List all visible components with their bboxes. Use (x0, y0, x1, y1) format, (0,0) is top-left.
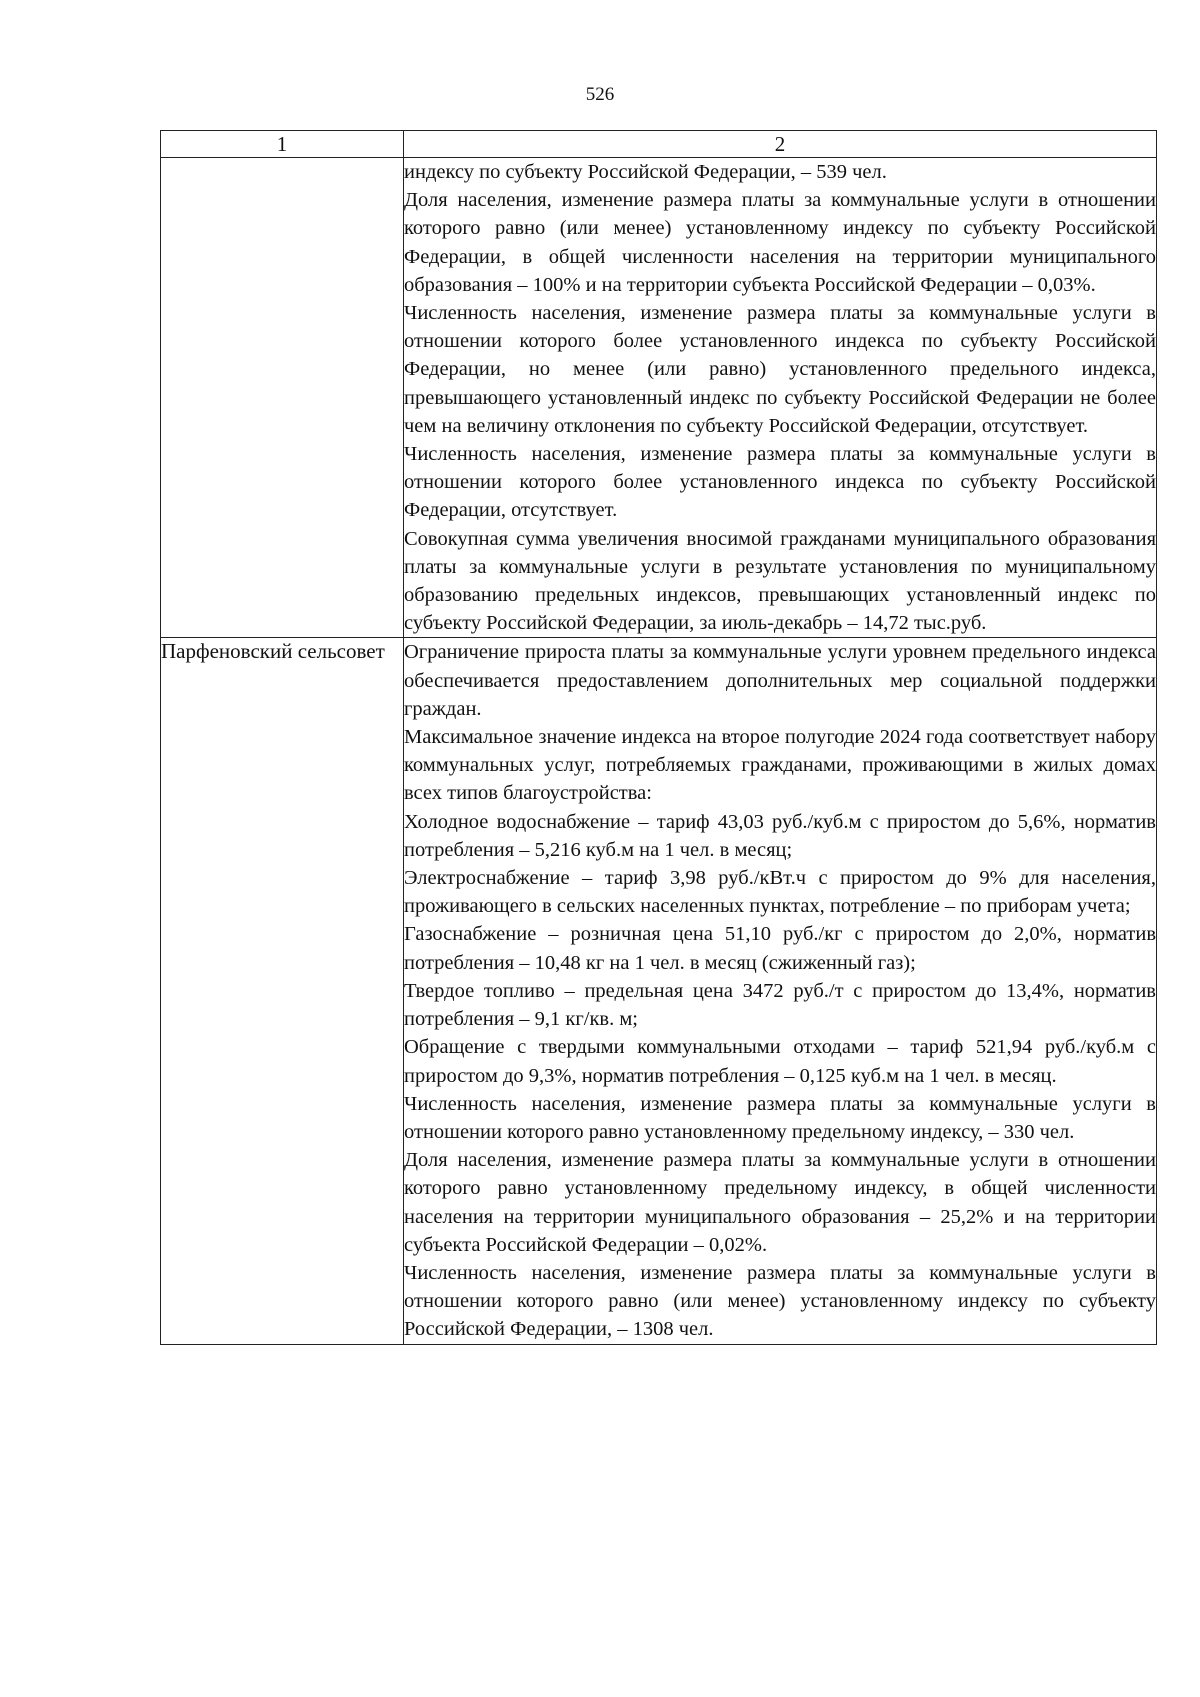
document-table (160, 130, 1157, 1345)
paragraph: Численность населения, изменение размера платы за коммунальные услуги в отношении которого равно (или менее) установленному индексу по субъекту Российской Федерации, – 1308 чел. (404, 1261, 1156, 1341)
paragraph: Твердое топливо – предельная цена 3472 руб./т с приростом до 13,4%, норматив потребления – 9,1 кг/кв. м; (404, 979, 1156, 1031)
paragraph: Доля населения, изменение размера платы за коммунальные услуги в отношении которого равно установленному предельному индексу, в общей численности населения на территории муниципального образования – 25,2% и на территории субъекта Российской Федерации – 0,02%. (404, 1149, 1156, 1256)
column-header-1: 1 (161, 131, 404, 158)
paragraph: Совокупная сумма увеличения вносимой гражданами муниципального образования платы за коммунальные услуги в результате установления по муниципальному образованию предельных индексов, превышающих установленный индекс по субъекту Российской Федерации, за июль-декабрь – 14,72 тыс.руб. (404, 527, 1156, 635)
column-header-2: 2 (404, 131, 1157, 158)
description-cell (404, 158, 1157, 638)
table-row (161, 638, 1157, 1344)
paragraph: Обращение с твердыми коммунальными отходами – тариф 521,94 руб./куб.м с приростом до 9,3%, норматив потребления – 0,125 куб.м на 1 чел. в месяц. (404, 1036, 1156, 1087)
description-cell (404, 638, 1157, 1344)
paragraph: Численность населения, изменение размера платы за коммунальные услуги в отношении которого равно установленному предельному индексу, – 330 чел. (404, 1092, 1156, 1143)
paragraph: Численность населения, изменение размера платы за коммунальные услуги в отношении которого более установленного индекса по субъекту Российской Федерации, отсутствует. (404, 443, 1156, 522)
page-number: 526 (585, 84, 615, 105)
paragraph: Холодное водоснабжение – тариф 43,03 руб./куб.м с приростом до 5,6%, норматив потребления – 5,216 куб.м на 1 чел. в месяц; (404, 810, 1156, 861)
paragraph: Доля населения, изменение размера платы за коммунальные услуги в отношении которого равно (или менее) установленному индексу по субъекту Российской Федерации, в общей численности населения на территории муниципального образования – 100% и на территории субъекта Российской Федерации – 0,03%. (404, 189, 1156, 296)
paragraph: Газоснабжение – розничная цена 51,10 руб./кг с приростом до 2,0%, норматив потребления – 10,48 кг на 1 чел. в месяц (сжиженный газ); (404, 923, 1156, 974)
table-row (161, 158, 1157, 638)
paragraph: Электроснабжение – тариф 3,98 руб./кВт.ч с приростом до 9% для населения, проживающего в сельских населенных пунктах, потребление – по приборам учета; (404, 867, 1156, 918)
paragraph: индексу по субъекту Российской Федерации, – 539 чел. (404, 161, 887, 183)
paragraph: Численность населения, изменение размера платы за коммунальные услуги в отношении которого более установленного индекса по субъекту Российской Федерации, но менее (или равно) установленного предельного индекса, превышающего установленный индекс по субъекту Российской Федерации не более чем на величину отклонения по субъекту Российской Федерации, отсутствует. (404, 302, 1156, 437)
paragraph: Максимальное значение индекса на второе полугодие 2024 года соответствует набору коммунальных услуг, потребляемых гражданами, проживающими в жилых домах всех типов благоустройства: (404, 726, 1156, 805)
table-header-row (161, 131, 1157, 158)
municipality-cell (161, 158, 404, 638)
municipality-cell: Парфеновский сельсовет (161, 638, 404, 1344)
paragraph: Ограничение прироста платы за коммунальные услуги уровнем предельного индекса обеспечивается предоставлением дополнительных мер социальной поддержки граждан. (404, 641, 1156, 720)
